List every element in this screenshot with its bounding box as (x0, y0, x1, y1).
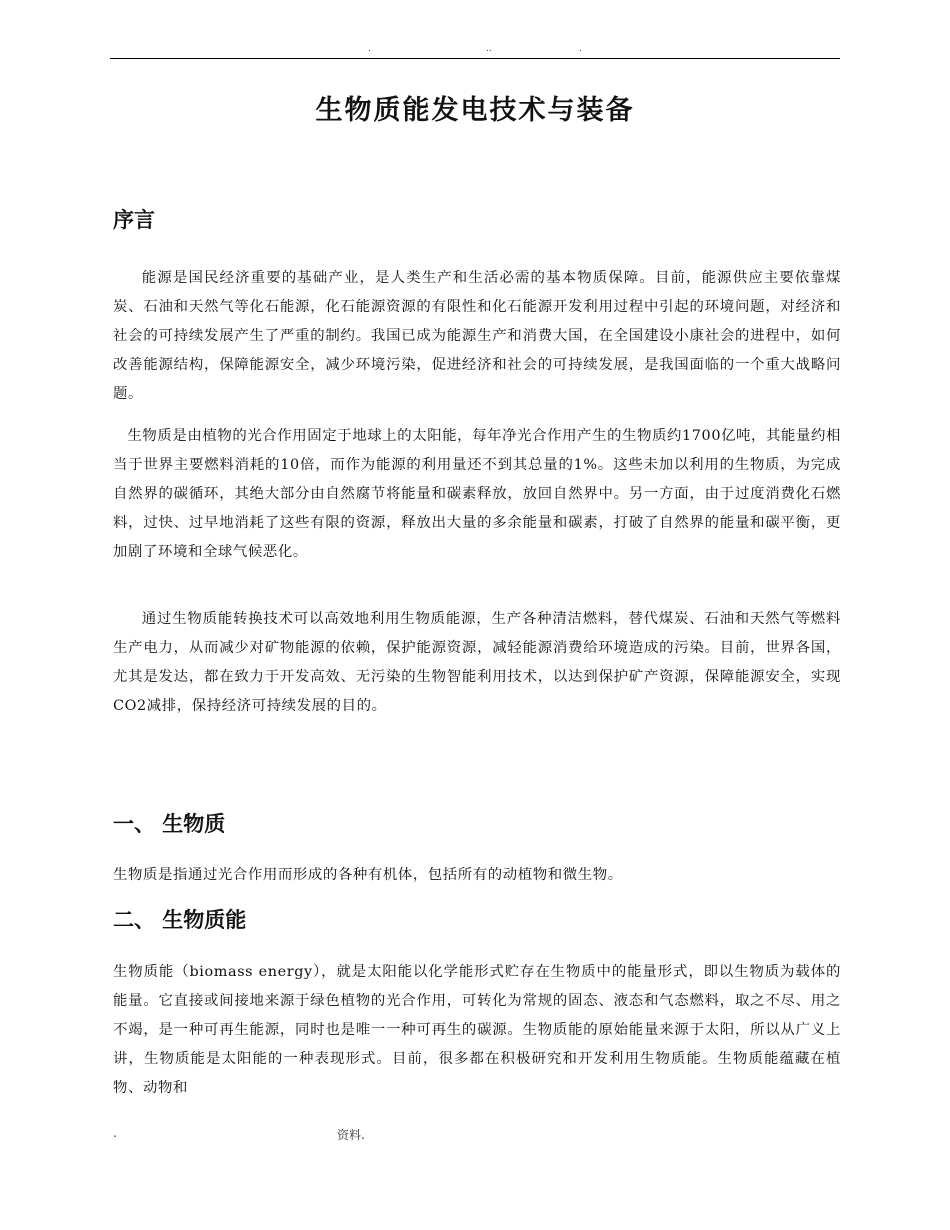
footer-label: 资料. (337, 1128, 365, 1142)
header-rule (110, 58, 840, 59)
header-dot: . (579, 44, 582, 54)
header-dot: . (368, 44, 371, 54)
section2-heading: 二、 生物质能 (113, 907, 247, 932)
section1-text: 生物质是指通过光合作用而形成的各种有机体，包括所有的动植物和微生物。 (113, 867, 623, 883)
page-header (110, 44, 840, 58)
section2-text: 生物质能（biomass energy），就是太阳能以化学能形式贮存在生物质中的能量形式，即以生物质为载体的能量。它直接或间接地来源于绿色植物的光合作用，可转化为常规的固态、液态和气态燃料，取之不尽、用之不竭，是一种可再生能源，同时也是唯一一种可再生的碳源。生物质能的原始能量来源于太阳，所以从广义上讲，生物质能是太阳能的一种表现形式。目前，很多都在积极研究和开发利用生物质能。生物质能蕴藏在植物、动物和 (113, 964, 841, 1096)
preface-paragraph-3: 通过生物质能转换技术可以高效地利用生物质能源，生产各种清洁燃料，替代煤炭、石油和天然气等燃料生产电力，从而减少对矿物能源的依赖，保护能源资源，减轻能源消费给环境造成的污染。目前，世界各国，尤其是发达，都在致力于开发高效、无污染的生物智能利用技术，以达到保护矿产资源，保障能源安全，实现CO2减排，保持经济可持续发展的目的。 (113, 611, 841, 714)
document-title: 生物质能发电技术与装备 (315, 95, 635, 126)
preface-paragraph-1: 能源是国民经济重要的基础产业，是人类生产和生活必需的基本物质保障。目前，能源供应主要依靠煤炭、石油和天然气等化石能源，化石能源资源的有限性和化石能源开发利用过程中引起的环境问题，对经济和社会的可持续发展产生了严重的制约。我国已成为能源生产和消费大国，在全国建设小康社会的进程中，如何改善能源结构，保障能源安全，减少环境污染，促进经济和社会的可持续发展，是我国面临的一个重大战略问题。 (113, 270, 841, 402)
section1-heading: 一、 生物质 (113, 811, 226, 836)
page-footer (0, 1126, 950, 1146)
footer-dot: . (113, 1126, 117, 1140)
preface-heading: 序言 (113, 207, 155, 232)
header-dot: .. (486, 44, 492, 54)
preface-paragraph-2: 生物质是由植物的光合作用固定于地球上的太阳能，每年净光合作用产生的生物质约1700亿吨，其能量约相当于世界主要燃料消耗的10倍，而作为能源的利用量还不到其总量的1%。这些未加以利用的生物质，为完成自然界的碳循环，其绝大部分由自然腐节将能量和碳素释放，放回自然界中。另一方面，由于过度消费化石燃料，过快、过早地消耗了这些有限的资源，释放出大量的多余能量和碳素，打破了自然界的能量和碳平衡，更加剧了环境和全球气候恶化。 (113, 428, 841, 560)
